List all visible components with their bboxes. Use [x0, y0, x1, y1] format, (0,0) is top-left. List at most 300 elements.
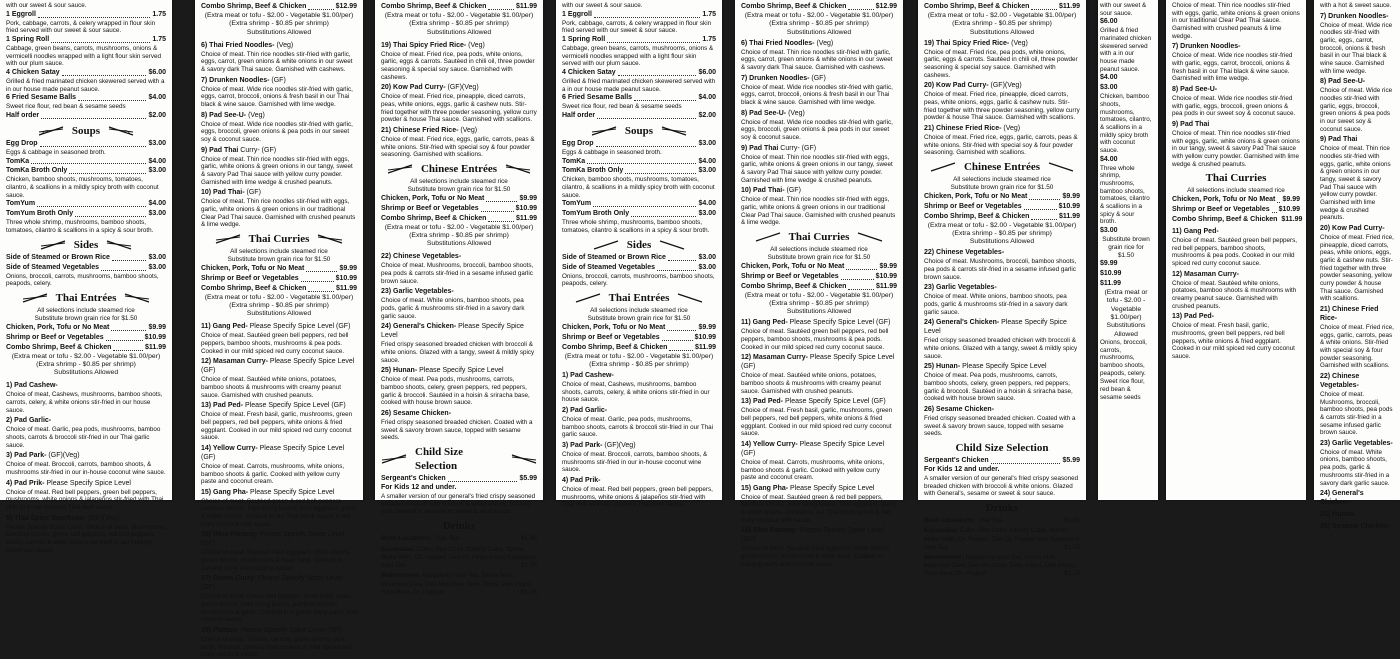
drink-row: Escanaba: Coke, Diet Coke, Cherry Coke, Sprite, Mello Yello, Dr. Pepper, Diet Dr. Pepper and Raspberry Iced Tea $1.75	[924, 527, 1080, 551]
chopsticks-icon	[317, 234, 343, 244]
drink-row: Menominee: Raspberry Iced Tea, Sierra Mist, Mountain Dew, Diet Mountain Dew, Pepsi, Diet Pepsi, Root Beer, Dr. Pepper $1.75	[924, 553, 1080, 578]
dish-title: 1) Pad Cashew-	[6, 382, 58, 390]
dish-desc: Choice of meat. Garlic, pea pods, mushrooms, bamboo shoots, carrots & broccoli stir-fried in our Thai garlic sauce.	[6, 426, 161, 449]
dish-desc: Choice of meat. Pea pods, mushrooms, carrots, bamboo shoots, celery, green peppers, red peppers, garlic & broccoli. Sautéed in a hoisin & sriracha base, cooked with house brown sauce.	[381, 376, 530, 407]
dish-title: 18) Pattani- Please Specify Spice Level (GF)	[201, 627, 342, 634]
menu-item: TomYum Broth Only $3.00	[562, 210, 716, 218]
price-row: Shrimp or Beef or Vegetables $10.99	[6, 333, 166, 341]
dish-title: 4) Pad Prik- Please Specify Spice Level	[6, 479, 131, 487]
drink-row: Both Locations: Thai Tea $1.95	[381, 535, 537, 543]
dish-title: 7) Drunken Noodles- (GF)	[201, 76, 286, 84]
item-desc: Cabbage, green beans, carrots, mushrooms, onions & vermicelli noodles wrapped with a light flour skin served with our plum sauce.	[562, 44, 714, 68]
dish-title: 25) Hunan- Please Specify Spice Level	[924, 363, 1047, 371]
dish-title: 8) Pad See-U- (Veg)	[741, 109, 805, 117]
item-desc: Chicken, bamboo shoots, mushrooms, tomatoes, cilantro, & scallions in a mildly spicy broth with coconut sauce.	[6, 176, 159, 199]
dish-desc: Choice of meat. Fresh basil, garlic, mushrooms, green bell peppers, red bell peppers, white onions & fried eggplant. Cooked in our mild spiced red curry coconut sauce.	[741, 407, 893, 438]
menu-item: Egg Drop $3.00	[562, 139, 716, 147]
dish-desc: Choice of meat. Wide rice noodles stir-fried with garlic, eggs, carrot, broccoli, onions & fresh basil in our Thai black & wine sauce. Garnished with lime wedge.	[1320, 21, 1393, 75]
substitutions-note: Substitutions Allowed	[426, 28, 492, 36]
dish-title: 22) Chinese Vegetables-	[1320, 372, 1360, 389]
menu-item: 1 Spring Roll 1.75	[6, 35, 166, 43]
item-desc: Three whole shrimp, mushrooms, bamboo shoots, tomatoes, cilantro & scallions in a spicy & sour broth.	[6, 219, 154, 235]
dish-title: 2) Pad Garlic-	[562, 407, 608, 415]
dish-desc: Fried crispy seasoned breaded chicken. Coated with a sweet & savory brown sauce, topped with sesame seeds.	[924, 414, 1076, 438]
dish-desc: Choice of meat. Mushrooms, broccoli, bamboo shoots, pea pods & carrots stir-fried in a sesame infused garlic brown sauce.	[381, 262, 534, 285]
extra-note: (Extra meat or tofu - $2.00 - Vegetable $1.00/per)	[927, 221, 1077, 229]
section-note: Substitute brown grain rice for $1.50	[1102, 235, 1150, 259]
item-desc: Onions, broccoli, carrots, mushrooms, bamboo shoots, peapods, celery.	[562, 272, 715, 288]
extra-note: (Extra shrimp - $0.85 per shrimp)	[36, 360, 136, 368]
drink-row: Escanaba: Coke, Diet Coke, Cherry Coke, Sprite, Mello Yello, Dr. Pepper, Diet Dr. Pepper and Raspberry Iced Tea $1.75	[381, 545, 537, 570]
dish-desc: Choice of meat. Fried rice, pineapple, diced carrots, peas, white onions, eggs, garlic & cashew nuts. Stir-fried together with three powder seasoning, yellow curry powder & house Thai sauce. Garnished with scallions.	[924, 91, 1080, 122]
price-row: Combo Shrimp, Beef & Chicken $11.99	[741, 282, 897, 290]
menu-panel-6	[918, 0, 1086, 578]
extra-note: (Extra shrimp - $0.85 per shrimp)	[229, 20, 329, 28]
extra-note: (Extra shrimp - $0.85 per shrimp)	[409, 231, 509, 239]
dish-title: 14) Yellow Curry- Please Specify Spice Level (GF)	[741, 440, 885, 457]
section-note: All selections include steamed rice	[37, 307, 135, 315]
price-row: Combo Shrimp, Beef & Chicken $11.99	[6, 343, 166, 351]
dish-desc: Choice of meat. Thin rice noodles stir-fried with eggs, garlic, white onions & green onions in our tangy, sweet & savory Pad Thai sauce with yellow curry powder. Garnished with lime wedge & crushed peanuts.	[201, 155, 353, 186]
dish-title: 20) Kow Pad Curry- (GF)(Veg)	[924, 82, 1022, 90]
dish-title: 7) Drunken Noodles-	[1320, 12, 1389, 20]
dish-desc: Choice of meat. Wide rice noodles stir-fried with garlic, eggs, broccoli, green onions & pea pods in our sweet soy & coconut sauce.	[1172, 94, 1296, 118]
dish-desc: Choice of meat, Cashews, mushrooms, bamboo shoots, carrots, celery, & white onions stir-fried in our house sauce.	[562, 381, 710, 404]
soups-heading: Soups	[562, 124, 716, 138]
dish-title: 24) General's Chicken-	[1320, 490, 1364, 507]
chopsticks-icon	[511, 454, 537, 464]
dish-desc: Choice of meat. White onions, bamboo shoots, pea pods, garlic & mushrooms stir-fried in a savory dark garlic sauce.	[1320, 448, 1390, 487]
item-desc: Eggs & cabbage in seasoned broth.	[562, 148, 662, 156]
dish-desc: Choice of meat. Fried rice, eggs, garlic, carrots, peas & white onions. Stir-fried with special soy & four powder seasoning. Garnished with scallions.	[1320, 323, 1394, 370]
menu-item: TomKa $4.00	[562, 157, 716, 165]
dish-title: 9) Pad Thai	[1172, 120, 1210, 128]
dish-title: 9) Pad Thai	[1320, 136, 1358, 144]
price-row: Chicken, Pork, Tofu or No Meat $9.99	[201, 264, 357, 272]
menu-item: TomKa Broth Only $3.00	[562, 167, 716, 175]
drinks-heading: Drinks	[442, 520, 476, 532]
item-desc: Cabbage, green beans, carrots, mushrooms, onions & vermicelli noodles wrapped with a light flour skin served with our plum sauce.	[6, 44, 162, 68]
dish-title: 16) Blue Panang- Please Specify Spice Level (GF)	[741, 527, 885, 544]
dish-desc: Choice of meat. Sautéed green bell peppers, red bell peppers, bamboo shoots, mushrooms & pea pods. Cooked in our mild spiced red curry coconut sauce.	[741, 328, 889, 351]
dish-desc: Choice of meat. Green bell peppers, fresh basil, peas, green onions, fried string beans, bamboo shoots, mushrooms & garlic. Cooked in a green curry paste and coconut sauce.	[201, 593, 357, 624]
dish-desc: Choice of meat. Wide rice noodles stir-fried with garlic, eggs, carrot, broccoli, onions & fresh basil in our Thai black & wine sauce. Garnished with lime wedge.	[1172, 52, 1293, 83]
extra-note: (Extra meat or tofu - $2.00 - Vegetable $1.00/per)	[744, 291, 894, 299]
dish-desc: Choice of meat. Broccoli, carrots, bamboo shoots, & mushrooms stir-fried in our in-house coconut wine sauce.	[6, 461, 166, 476]
menu-item: TomYum Broth Only $3.00	[6, 210, 166, 218]
chopsticks-icon	[215, 234, 241, 244]
dish-desc: Choice of meat. White onions, bamboo shoots, pea pods, garlic & mushrooms stir-fried in a savory dark garlic sauce.	[924, 293, 1068, 316]
extra-note: (Extra shrimp - $0.85 per shrimp)	[769, 20, 869, 28]
item-desc: Sweet rice flour, red bean & sesame seeds	[1100, 378, 1145, 401]
menu-item: 4 Chicken Satay $6.00	[562, 68, 716, 76]
chopsticks-icon	[387, 164, 413, 174]
extra-note: (Extra meat or tofu - $2.00 - Vegetable $1.00/per)	[744, 11, 894, 19]
dish-desc: Choice of meat. Sautéed green bell peppers, red bell peppers, bamboo shoots, mushrooms & pea pods. Cooked in our mild spiced red curry coconut sauce.	[201, 332, 349, 355]
intro-desc: with our sweet & sour sauce.	[562, 2, 643, 9]
chopsticks-icon	[381, 454, 407, 464]
drinks-heading: Drinks	[985, 501, 1019, 514]
dish-title: 24) General's Chicken- Please Specify Spice Level	[381, 323, 524, 340]
price-row: Combo Shrimp, Beef & Chicken $11.99	[201, 284, 357, 292]
item-desc: Eggs & cabbage in seasoned broth.	[6, 148, 106, 156]
dish-desc: Choice of meat. Fried rice, pea pods, white onions, garlic, eggs & carrots. Sautéed in chili oil, three powder seasoning & special soy sauce. Garnished with cashews.	[924, 48, 1078, 79]
chopsticks-icon	[38, 126, 64, 136]
chopsticks-icon	[124, 293, 150, 303]
substitutions-note: Substitutions Allowed	[246, 310, 312, 318]
price-row: Chicken, Pork, Tofu or No Meat $9.99	[1172, 196, 1300, 204]
substitutions-note: Substitutions Allowed	[246, 28, 312, 36]
dish-title: 3) Pad Park- (GF)(Veg)	[6, 452, 80, 460]
dish-desc: Choice of meat. Wide rice noodles stir-fried with garlic, eggs, broccoli, green onions & pea pods in our sweet soy & coconut sauce.	[1320, 87, 1393, 133]
dish-title: 14) Yellow Curry- Please Specify Spice Level (GF)	[201, 444, 345, 461]
dish-desc: Choice of meat. Wide rice noodles stir-fried with garlic, eggs, carrot, broccoli, onions & fresh basil in our Thai black & wine sauce. Garnished with lime wedge.	[201, 85, 353, 109]
chopsticks-icon	[593, 240, 619, 250]
dish-desc: Choice of meat. Sautéed fried eggplant, white onions, green onions, mushrooms & fresh basil. Cooked in panang curry and coconut sauce.	[741, 545, 891, 568]
dish-title: 13) Pad Ped- Please Specify Spice Level (GF)	[201, 402, 346, 410]
dish-desc: Choice of meat. Sautéed green & red bell peppers, bamboo shoots, fried string beans, fried eggplant, garlic & white onions. Cooked in our Thai black sauce & red curry coconut milk sauce.	[741, 493, 897, 524]
dish-desc: Choice of meat. Fried rice, pineapple, diced carrots, peas, white onions, eggs, garlic & cashew nuts. Stir-fried together with three powder seasoning, yellow curry powder & house Thai sauce. Garnished with scallions.	[381, 93, 537, 124]
dish-desc: Choice of meat. Fresh basil, garlic, mushrooms, green bell peppers, red bell peppers, white onions & fried eggplant. Cooked in our mild spiced red curry coconut sauce.	[1172, 322, 1295, 360]
price-row: Chicken, Pork, Tofu or No Meat $9.99	[741, 262, 897, 270]
substitutions-note: Substitutions Allowed	[786, 308, 852, 316]
price-row: Shrimp or Beef or Vegetables $10.99	[1172, 206, 1300, 214]
chinese-entrees-heading: Chinese Entrées	[924, 160, 1080, 174]
dish-desc: Choice of meat. Thin rice noodles stir-fried with eggs, garlic, white onions & green onions in our tangy, sweet & savory Pad Thai sauce with yellow curry powder. Garnished with lime wedge & crushed peanuts.	[1320, 145, 1391, 222]
dish-title: 22) Chinese Vegetables-	[924, 249, 1005, 257]
chopsticks-icon	[857, 232, 883, 242]
dish-title: 16) Blue Panang- Please Specify Spice Level (GF)	[201, 531, 345, 548]
dish-desc: Choice of meat. Pea pods, mushrooms, carrots, bamboo shoots, celery, green peppers, red peppers, garlic & broccoli. Sautéed in a hoisin & sriracha base, cooked with house brown sauce.	[924, 372, 1073, 403]
price-row: Combo Shrimp, Beef & Chicken $11.99	[381, 214, 537, 222]
intro-desc: with our sweet & sour sauce.	[1100, 2, 1147, 17]
chopsticks-icon	[591, 126, 617, 136]
extra-note: (Extra shrimp - $0.85 per shrimp)	[409, 20, 509, 28]
item-desc: Pork, cabbage, carrots, & celery wrapped in flour skin fried served with our sweet & sour sauce.	[6, 19, 156, 35]
dish-title: 21) Chinese Fried Rice-	[1320, 305, 1379, 322]
price-row: Chicken, Pork, Tofu or No Meat $9.99	[381, 194, 537, 202]
price-row: Combo Shrimp, Beef & Chicken $12.99	[201, 3, 357, 10]
dish-desc: Choice of meat. Thin rice noodles stir-fried with garlic, eggs, carrot, green onions & white onions in our sweet & savory dark Thai sauce. Garnished with cashews.	[741, 48, 893, 72]
chopsticks-icon	[677, 293, 703, 303]
dish-title: 26) Sesame Chicken-	[1320, 523, 1391, 531]
sides-heading: Sides	[562, 238, 716, 252]
dish-title: 25) Hunan- Please Specify Spice Level	[381, 367, 504, 375]
section-note: Substitute brown grain rice for $1.50	[227, 255, 331, 263]
menu-item: 1 Eggroll 1.75	[6, 10, 166, 18]
dish-desc: Choice of meat. Sautéed white onions, potatoes, bamboo shoots & mushrooms with creamy peanut sauce. Garnished with crushed peanuts.	[741, 372, 881, 395]
dish-desc: Choice of meat. Fried rice, eggs, garlic, carrots, peas & white onions. Stir-fried with special soy & four powder seasoning. Garnished with scallions.	[381, 136, 535, 159]
dish-desc: Choice of meat. Red bell peppers, green bell peppers, mushrooms, white onions & jalapeños stir-fried with Thai chili oil in our coconut Thai dark sauce.	[562, 486, 713, 509]
price-row: $10.99	[1100, 270, 1122, 278]
section-note: All selections include steamed rice	[953, 176, 1051, 184]
menu-panel-5	[735, 0, 903, 568]
dish-desc: Choice of meat. Tomato, carrots, green onions, pea pods, broccoli, cashew nuts cooked in mild spiced red curry coconut sauce.	[201, 635, 352, 659]
dish-title: 19) Thai Spicy Fried Rice- (Veg)	[924, 39, 1028, 47]
section-note: Substitute brown grain rice for $1.50	[767, 253, 871, 261]
item-desc: Grilled & fried marinated chicken skewered served with a in our house made peanut sauce.	[1100, 27, 1152, 73]
item-desc: Onions, broccoli, carrots, mushrooms, bamboo shoots, peapods, celery.	[1100, 338, 1147, 377]
thai-curries-heading: Thai Curries	[1205, 172, 1267, 185]
item-desc: Three whole shrimp, mushrooms, bamboo shoots, tomatoes, cilantro & scallions in a spicy & sour broth.	[1100, 164, 1150, 226]
extra-note: (Extra shrimp - $0.85 per shrimp)	[952, 20, 1052, 28]
price-row: Shrimp or Beef or Vegetables $10.99	[562, 333, 716, 341]
chopsticks-icon	[40, 240, 66, 250]
dish-title: 26) Sesame Chicken-	[924, 405, 995, 413]
menu-panel-8	[1166, 0, 1306, 500]
dish-title: 12) Masaman Curry- Please Specify Spice Level (GF)	[201, 358, 355, 375]
price-row: Shrimp or Beef or Vegetables $10.99	[381, 204, 537, 212]
dish-desc: Choice of meat. Thin rice noodles stir-fried with eggs, garlic, white onions & green onions in our traditional Clear Pad Thai sauce. Garnished with crushed peanuts & lime wedge.	[741, 196, 896, 227]
item-desc: Three whole shrimp, mushrooms, bamboo shoots, tomatoes, cilantro & scallions in a spicy & sour broth.	[562, 219, 710, 235]
dish-desc: Choice of meat. Broccoli, carrots, bamboo shoots, & mushrooms stir-fried in our in-house coconut wine sauce.	[562, 451, 708, 474]
dish-title: 8) Pad See-U-	[1172, 86, 1218, 93]
section-note: Substitute brown grain rice for $1.50	[587, 314, 691, 322]
menu-item: Side of Steamed or Brown Rice $3.00	[6, 253, 166, 261]
chopsticks-icon	[108, 126, 134, 136]
item-desc: Grilled & fried marinated chicken skewered served with a in our house made peanut sauce.	[6, 77, 165, 93]
chopsticks-icon	[659, 240, 685, 250]
dish-title: 17) Green Curry- Please Specify Spice Level (GF)	[201, 575, 343, 592]
dish-desc: Choice of meat. Wide rice noodles stir-fried with garlic, eggs, carrot, broccoli, onions & fresh basil in our Thai black & wine sauce. Garnished with lime wedge.	[741, 83, 893, 107]
dish-title: 7) Drunken Noodles- (GF)	[741, 74, 826, 82]
menu-item: Egg Drop $3.00	[6, 139, 166, 147]
dish-title: 13) Pad Ped-	[1172, 313, 1215, 321]
dish-desc: Choice of meat. Sautéed white onions, potatoes, bamboo shoots & mushrooms with creamy peanut sauce. Garnished with crushed peanuts.	[1172, 279, 1297, 310]
sides-heading: Sides	[6, 238, 166, 252]
dish-title: 6) Thai Fried Noodles- (Veg)	[201, 41, 294, 49]
chinese-entrees-heading: Chinese Entrées	[381, 162, 537, 176]
dish-desc: Choice of meat. Thin rice noodles stir-fried with eggs, garlic, white onions & green onions in our tangy, sweet & savory Pad Thai sauce with yellow curry powder. Garnished with lime wedge & crushed peanuts.	[741, 153, 893, 184]
menu-item: $4.00	[1100, 74, 1118, 82]
menu-item: Side of Steamed Vegetables $3.00	[6, 263, 166, 271]
dish-title: 11) Gang Ped-	[1172, 228, 1219, 236]
dish-desc: Choice of meat. Sautéed white onions, potatoes, bamboo shoots & mushrooms with creamy peanut sauce. Garnished with crushed peanuts.	[201, 376, 341, 399]
menu-panel-9	[1314, 0, 1400, 531]
chopsticks-icon	[575, 293, 601, 303]
drink-row: Both Locations: Thai Tea $1.95	[924, 517, 1080, 524]
menu-item: Side of Steamed Vegetables $3.00	[562, 263, 716, 271]
price-row: Combo Shrimp, Beef & Chicken $11.99	[924, 212, 1080, 220]
chopsticks-icon	[22, 293, 48, 303]
menu-panel-7	[1098, 0, 1158, 500]
dish-desc: Choice of meat. White onions, bamboo shoots, pea pods, garlic & mushrooms stir-fried in a savory dark garlic sauce.	[381, 297, 525, 320]
extra-note: (Extra meat or tofu - $2.00 - Vegetable $1.00/per)	[384, 11, 534, 19]
item-desc: Chicken, bamboo shoots, mushrooms, tomatoes, cilantro, & scallions in a mildly spicy broth with coconut sauce.	[1100, 93, 1152, 154]
dish-title: 26) Sesame Chicken-	[381, 409, 452, 417]
menu-item: Side of Steamed or Brown Rice $3.00	[562, 253, 716, 261]
chopsticks-icon	[1048, 162, 1074, 172]
child-note: For Kids 12 and under.	[924, 465, 1000, 473]
price-row: $11.99	[1100, 280, 1122, 288]
dish-title: 21) Chinese Fried Rice- (Veg)	[924, 125, 1021, 133]
dish-title: 11) Gang Ped- Please Specify Spice Level (GF)	[741, 319, 891, 327]
menu-item: $3.00	[1100, 84, 1118, 92]
dish-title: 21) Chinese Fried Rice- (Veg)	[381, 127, 478, 135]
dish-title: 12) Masaman Curry-	[1172, 270, 1239, 278]
dish-title: 23) Garlic Vegetables-	[1320, 439, 1393, 447]
extra-note: (Extra shrimp - $0.85 per shrimp)	[952, 229, 1052, 237]
dish-desc: A smaller version of our general's fried crispy seasoned breaded chicken with broccoli & white onions. Glazed with General's, sesame or sweet & sour sauce.	[924, 474, 1079, 498]
dish-title: 9) Pad Thai Curry- (GF)	[201, 146, 277, 154]
extra-note: (Extra meat or tofu - $2.00 - Vegetable $1.00/per)	[564, 352, 714, 360]
dish-desc: Choice of meat. Garlic, pea pods, mushrooms, bamboo shoots, carrots & broccoli stir-fried in our Thai garlic sauce.	[562, 416, 714, 439]
child-note: For Kids 12 and under.	[381, 484, 457, 492]
extra-note: (Extra meat or tofu - $2.00 - Vegetable $1.00/per)	[1104, 289, 1148, 322]
dish-title: 20) Kow Pad Curry-	[1320, 224, 1385, 232]
dish-desc: Choice of meat. Thin rice noodles stir-fried with garlic, eggs, carrot, green onions & white onions in our sweet & savory dark Thai sauce. Garnished with cashews.	[201, 50, 353, 74]
dish-desc: Choice of meat. Fried rice, eggs, garlic, carrots, peas & white onions. Stir-fried with special soy & four powder seasoning. Garnished with scallions.	[924, 134, 1078, 157]
item-desc: Grilled & fried marinated chicken skewered served with a in our house made peanut sauce.	[562, 77, 716, 93]
price-row: Shrimp or Beef or Vegetables $10.99	[201, 274, 357, 282]
dish-title: 8) Pad See-U-	[1320, 78, 1366, 86]
price-row: Combo Shrimp, Beef & Chicken $11.99	[381, 3, 537, 10]
soups-heading: Soups	[6, 124, 166, 138]
dish-desc: Please Specify Spice Level. Choice of meat. Mushrooms, bamboo shoots, green bell peppers, red bell peppers, celery, carrots & white onions stir-fried in our creamy Szechuan sauce.	[6, 523, 166, 554]
menu-item: Half order $2.00	[6, 111, 166, 119]
extra-note: (Extra meat or tofu - $2.00 - Vegetable $1.00/per)	[204, 11, 354, 19]
dish-title: 23) Garlic Vegetables-	[924, 284, 997, 292]
dish-desc: Choice of meat. Fried rice, pineapple, diced carrots, peas, white onions, eggs, garlic & cashew nuts. Stir-fried together with three powder seasoning, yellow curry powder & house Thai sauce. Garnished with scallions.	[1320, 233, 1394, 303]
dish-desc: Choice of meat. Thin rice noodles stir-fried with eggs, garlic, white onions & green onions in our traditional Clear Pad Thai sauce. Garnished with crushed peanuts & lime wedge.	[201, 198, 356, 229]
thai-entrees-heading: Thai Entrées	[562, 291, 716, 305]
section-note: Substitute brown grain rice for $1.50	[34, 314, 138, 322]
dish-title: 9) Pad Thai Curry- (GF)	[741, 144, 817, 152]
extra-note: (Extra shrimp - $0.85 per shrimp)	[769, 299, 869, 307]
dish-desc: Choice of meat. Sautéed green bell peppers, red bell peppers, bamboo shoots, mushrooms & pea pods. Cooked in our mild spiced red curry coconut sauce.	[1172, 236, 1297, 267]
price-row: Chicken, Pork, Tofu or No Meat $9.99	[562, 323, 716, 331]
dish-desc: Choice of meat. Sautéed fried eggplant, white onions, green onions, mushrooms & fresh basil. Cooked in panang curry and coconut sauce.	[201, 549, 351, 572]
extra-note: (Extra meat or tofu - $2.00 - Vegetable $1.00/per)	[204, 293, 354, 301]
price-row: Chicken, Pork, Tofu or No Meat $9.99	[924, 192, 1080, 200]
menu-item: 4 Chicken Satay $6.00	[6, 68, 166, 76]
intro-desc: with a hot & sweet sauce.	[1320, 2, 1392, 9]
dish-title: 10) Pad Thai- (GF)	[741, 187, 801, 195]
substitutions-note: Substitutions Allowed	[969, 28, 1035, 36]
dish-desc: A smaller version of our general's fried crispy seasoned breaded chicken with broccoli & white onions. Glazed with General's, sesame or sweet & sour sauce.	[381, 492, 536, 516]
dish-desc: Choice of meat. Wide rice noodles stir-fried with garlic, eggs, broccoli, green onions & pea pods in our sweet soy & coconut sauce.	[201, 120, 353, 144]
menu-item: $3.00	[1100, 226, 1118, 234]
price-row: Combo Shrimp, Beef & Chicken $11.99	[924, 3, 1080, 10]
item-desc: Pork, cabbage, carrots, & celery wrapped in flour skin fried served with our sweet & sour sauce.	[562, 19, 712, 35]
dish-title: 15) Gang Pha- Please Specify Spice Level	[741, 484, 875, 492]
menu-item: $6.00	[1100, 18, 1118, 26]
section-note: All selections include steamed rice	[770, 246, 868, 254]
item-desc: Sweet rice flour, red bean & sesame seeds	[562, 103, 682, 111]
menu-panel-1	[0, 0, 172, 554]
dish-desc: Choice of meat, Cashews, mushrooms, bamboo shoots, carrots, celery, & white onions stir-fried in our house sauce.	[6, 391, 163, 414]
section-note: Substitute brown grain rice for $1.50	[950, 183, 1054, 191]
chopsticks-icon	[106, 240, 132, 250]
chopsticks-icon	[930, 162, 956, 172]
menu-item: 6 Fried Sesame Balls $4.00	[6, 94, 166, 102]
dish-desc: Choice of meat. Sautéed green & red bell peppers, bamboo shoots, fried string beans, fried eggplant, garlic & white onions. Cooked in our Thai black sauce & red curry coconut milk sauce.	[201, 497, 357, 528]
dish-title: 20) Kow Pad Curry- (GF)(Veg)	[381, 84, 479, 92]
menu-item: TomYum $4.00	[6, 200, 166, 208]
dish-title: 6) Thai Fried Noodles- (Veg)	[741, 39, 834, 47]
dish-desc: Fried crispy seasoned breaded chicken. Coated with a sweet & savory brown sauce, topped with sesame seeds.	[381, 418, 533, 442]
chopsticks-icon	[505, 164, 531, 174]
price-row: Sergeant's Chicken $5.99	[924, 457, 1080, 464]
dish-desc: Choice of meat. Thin rice noodles stir-fried with eggs, garlic, white onions & green onions in our tangy, sweet & savory Pad Thai sauce with yellow curry powder. Garnished with lime wedge & crushed peanuts.	[1172, 129, 1300, 168]
child-size-heading: Child Size Selection	[381, 445, 537, 473]
menu-item: Half order $2.00	[562, 111, 716, 119]
item-desc: Sweet rice flour, red bean & sesame seeds	[6, 103, 126, 111]
substitutions-note: Substitutions Allowed	[1106, 322, 1146, 338]
dish-desc: Choice of meat. Thin rice noodles stir-fried with eggs, garlic, white onions & green onions in our traditional Clear Pad Thai sauce. Garnished with crushed peanuts & lime wedge.	[1172, 2, 1300, 40]
substitutions-note: Substitutions Allowed	[786, 28, 852, 36]
price-row: Shrimp or Beef or Vegetables $10.99	[741, 272, 897, 280]
price-row: Combo Shrimp, Beef & Chicken $11.99	[1172, 216, 1303, 224]
substitutions-note: Substitutions Allowed	[969, 238, 1035, 246]
menu-item: TomKa $4.00	[6, 157, 166, 165]
menu-item: 1 Spring Roll 1.75	[562, 35, 716, 43]
dish-title: 2) Pad Garlic-	[6, 417, 52, 425]
extra-note: (Extra meat or tofu - $2.00 - Vegetable $1.00/per)	[927, 11, 1077, 19]
price-row: Combo Shrimp, Beef & Chicken $11.99	[562, 343, 716, 351]
price-row: Combo Shrimp, Beef & Chicken $12.99	[741, 3, 897, 10]
dish-desc: Choice of meat. Red bell peppers, green bell peppers, mushrooms, white onions & jalapeños stir-fried with Thai chili oil in our coconut Thai dark sauce.	[6, 488, 164, 511]
extra-note: (Extra meat or tofu - $2.00 - Vegetable $1.00/per)	[384, 223, 534, 231]
appetizers-list	[6, 11, 166, 121]
thai-curries-heading: Thai Curries	[201, 232, 357, 246]
item-desc: Chicken, bamboo shoots, mushrooms, tomatoes, cilantro, & scallions in a mildly spicy broth with coconut sauce.	[562, 176, 715, 199]
price-row: $9.99	[1100, 260, 1118, 268]
thai-entrees-heading: Thai Entrées	[6, 291, 166, 305]
section-note: All selections include steamed rice	[230, 248, 328, 256]
dish-desc: Fried crispy seasoned breaded chicken with broccoli & white onions. Glazed with a tangy, sweet & mildly spicy sauce.	[924, 337, 1078, 360]
dish-title: 11) Gang Ped- Please Specify Spice Level (GF)	[201, 323, 351, 331]
dish-title: 10) Pad Thai- (GF)	[201, 189, 261, 197]
dish-desc: Choice of meat. Wide rice noodles stir-fried with garlic, eggs, broccoli, green onions & pea pods in our sweet soy & coconut sauce.	[741, 118, 893, 142]
dish-title: 25) Hunan-	[1320, 511, 1357, 519]
drink-row: Menominee: Raspberry Iced Tea, Sierra Mist, Mountain Dew, Diet Mountain Dew, Pepsi, Diet Pepsi, Root Beer, Dr. Pepper $1.75	[381, 572, 537, 596]
intro-desc: with our sweet & sour sauce.	[6, 2, 87, 9]
dish-desc: Choice of meat. Fried rice, pea pods, white onions, garlic, eggs & carrots. Sautéed in chili oil, three powder seasoning & special soy sauce. Garnished with cashews.	[381, 50, 535, 81]
dish-title: 24) General's Chicken- Please Specify Spice Level	[924, 319, 1067, 336]
dish-desc: Choice of meat. Mushrooms, broccoli, bamboo shoots, pea pods & carrots stir-fried in a sesame infused garlic brown sauce.	[1320, 390, 1393, 437]
dish-desc: Choice of meat. Fresh basil, garlic, mushrooms, green bell peppers, red bell peppers, white onions & fried eggplant. Cooked in our mild spiced red curry coconut sauce.	[201, 411, 353, 442]
extra-note: (Extra shrimp - $0.85 per shrimp)	[589, 360, 689, 368]
dish-desc: Fried crispy seasoned breaded chicken with broccoli & white onions. Glazed with a tangy, sweet & mildly spicy sauce.	[381, 341, 535, 364]
section-note: All selections include steamed rice	[590, 307, 688, 315]
item-desc: Onions, broccoli, carrots, mushrooms, bamboo shoots, peapods, celery.	[6, 272, 159, 288]
section-note: All selections include steamed rice	[1187, 187, 1285, 195]
substitutions-note: Substitutions Allowed	[53, 369, 119, 377]
dish-title: 15) Gang Pha- Please Specify Spice Level	[201, 488, 335, 496]
dish-title: 3) Pad Park- (GF)(Veg)	[562, 442, 636, 450]
price-row: Chicken, Pork, Tofu or No Meat $9.99	[6, 323, 166, 331]
menu-item: TomYum $4.00	[562, 200, 716, 208]
menu-item: 6 Fried Sesame Balls $4.00	[562, 94, 716, 102]
section-note: Substitute brown grain rice for $1.50	[407, 185, 511, 193]
dish-desc: Choice of meat. Mushrooms, broccoli, bamboo shoots, pea pods & carrots stir-fried in a sesame infused garlic brown sauce.	[924, 258, 1077, 281]
dish-desc: Choice of meat. Carrots, mushrooms, white onions, bamboo shoots & garlic. Cooked with yellow curry paste and coconut cream.	[741, 458, 885, 482]
chopsticks-icon	[755, 232, 781, 242]
child-size-heading: Child Size Selection	[955, 441, 1049, 454]
dish-title: 4) Pad Prik-	[562, 477, 601, 485]
dish-desc: Choice of meat. Carrots, mushrooms, white onions, bamboo shoots & garlic. Cooked with yellow curry paste and coconut cream.	[201, 462, 345, 486]
dish-title: 5) Thai Spice Szechuan- (GF)(Veg)	[6, 514, 120, 522]
dish-title: 7) Drunken Noodles-	[1172, 43, 1241, 51]
dish-title: 13) Pad Ped- Please Specify Spice Level (GF)	[741, 398, 886, 406]
dish-title: 19) Thai Spicy Fried Rice- (Veg)	[381, 41, 485, 49]
section-note: All selections include steamed rice	[410, 178, 508, 186]
extra-note: (Extra meat or tofu - $2.00 - Vegetable $1.00/per)	[11, 352, 161, 360]
menu-panel-2	[195, 0, 363, 659]
menu-panel-3	[375, 0, 543, 596]
chopsticks-icon	[661, 126, 687, 136]
